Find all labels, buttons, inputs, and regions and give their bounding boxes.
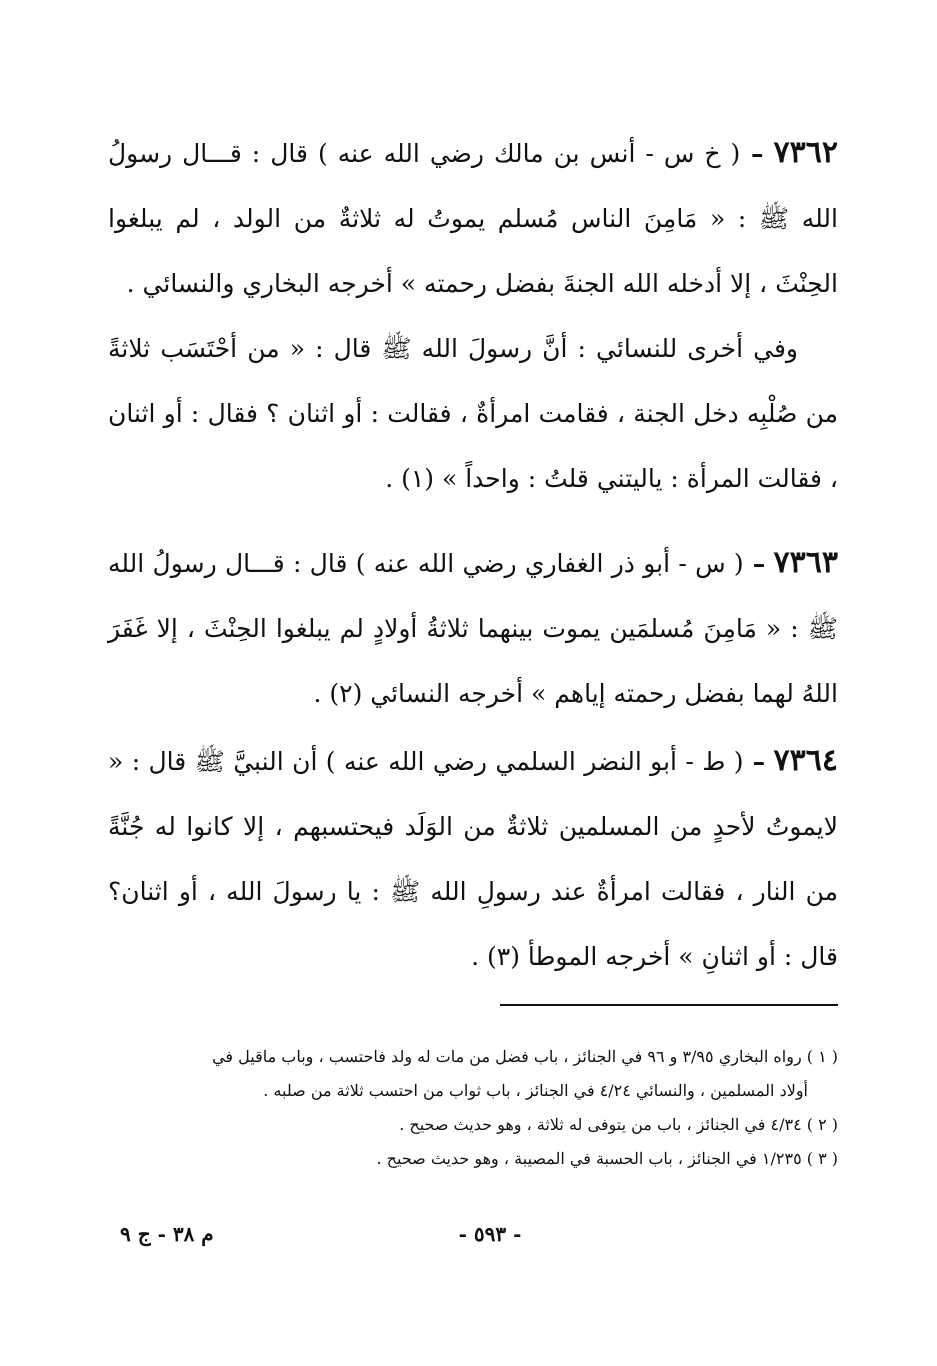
hadith-text: وفي أخرى للنسائي : أنَّ رسولَ الله ﷺ قال : « من أحْتَسَب ثلاثةً من صُلْبِه دخل الجنة ، فقامت امرأةٌ ، فقالت : أو اثنان ؟ فقال : أو اثنان ، فقالت المرأة : ياليتني قلتُ : واحداً » (١) . [108,334,838,493]
hadith-text: ( س - أبو ذر الغفاري رضي الله عنه ) قال : قـــال رسولُ الله ﷺ : « مَامِنَ مُسلمَين يموت بينهما ثلاثةُ أولادٍ لم يبلغوا الحِنْثَ ، إلا غَفَرَ اللهُ لهما بفضل رحمته إياهم » أخرجه النسائي (٢) . [108,549,838,708]
hadith-7362 [108,120,838,511]
hadith-number: ٧٣٦٣ [773,545,838,580]
hadith-dash: – [740,139,764,168]
footnote-3: ( ٣ ) ١/٢٣٥ في الجنائز ، باب الحسبة في المصيبة ، وهو حديث صحيح . [376,1149,838,1168]
hadith-dash: – [743,549,766,578]
hadith-number: ٧٣٦٢ [773,135,838,170]
volume-reference: م ٣٨ - ج ٩ [120,1222,214,1246]
footnote-1-continued: أولاد المسلمين ، والنسائي ٤/٢٤ في الجنائز ، باب ثواب من احتسب ثلاثة من صلبه . [263,1081,808,1100]
hadith-number: ٧٣٦٤ [773,743,838,778]
hadith-paragraph [108,316,838,511]
footnote-divider [500,1004,838,1006]
hadith-paragraph [108,728,838,989]
hadith-dash: – [743,747,766,776]
hadith-text: ( خ س - أنس بن مالك رضي الله عنه ) قال : قـــال رسولُ الله ﷺ : « مَامِنَ الناس مُسلم يموتُ له ثلاثةٌ من الولد ، لم يبلغوا الحِنْثَ ، إلا أدخله الله الجنةَ بفضل رحمته » أخرجه البخاري والنسائي . [108,139,838,298]
footnotes [108,1040,838,1176]
hadith-7363 [108,530,838,726]
hadith-paragraph [108,120,838,316]
hadith-paragraph [108,530,838,726]
footnote-2: ( ٢ ) ٤/٣٤ في الجنائز ، باب من يتوفى له ثلاثة ، وهو حديث صحيح . [399,1115,838,1134]
hadith-text: ( ط - أبو النضر السلمي رضي الله عنه ) أن النبيَّ ﷺ قال : « لايموتُ لأحدٍ من المسلمين ثلاثةٌ من الوَلَد فيحتسبهم ، إلا كانوا له جُنَّةً من النار ، فقالت امرأةٌ عند رسولِ الله ﷺ : يا رسولَ الله ، أو اثنان؟ قال : أو اثنانِ » أخرجه الموطأ (٣) . [108,747,838,971]
footnote-1: ( ١ ) رواه البخاري ٣/٩٥ و ٩٦ في الجنائز ، باب فضل من مات له ولد فاحتسب ، وباب ماقيل في [212,1047,838,1066]
page-number: - ٥٩٣ - [458,1222,522,1246]
hadith-7364 [108,728,838,989]
